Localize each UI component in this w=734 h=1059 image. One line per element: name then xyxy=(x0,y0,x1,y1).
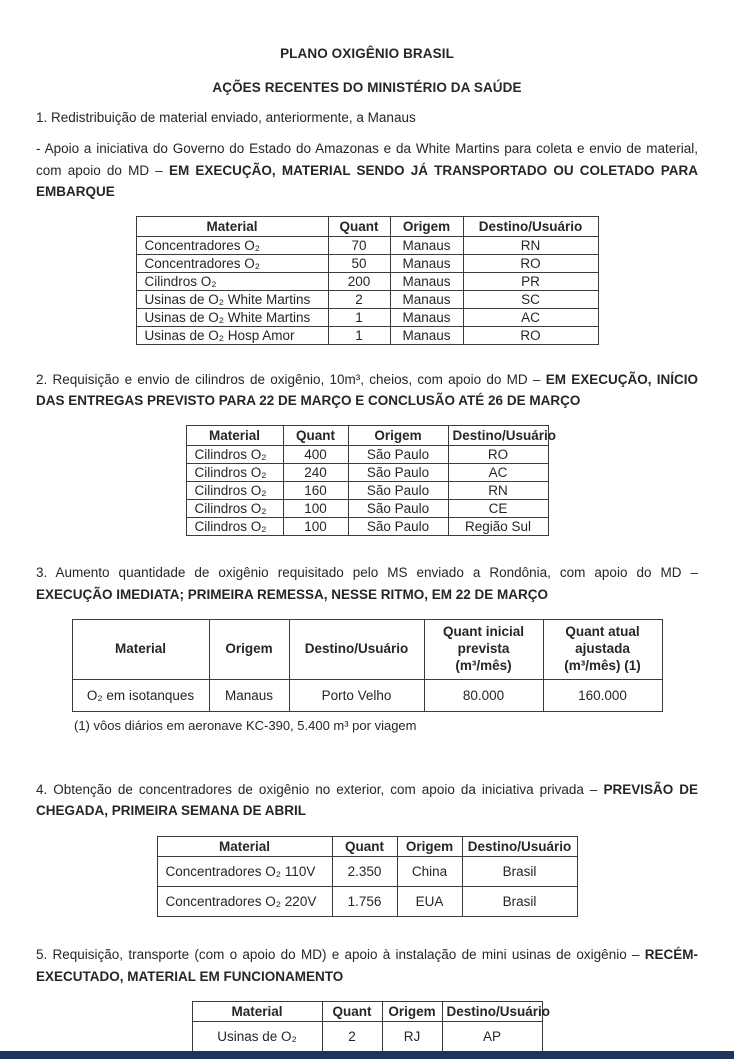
column-header: Destino/Usuário xyxy=(289,620,424,680)
section-3-paragraph-bold: EXECUÇÃO IMEDIATA; PRIMEIRA REMESSA, NESSE RITMO, EM 22 DE MARÇO xyxy=(36,586,549,602)
section-1-paragraph-lead: - Apoio a iniciativa do Governo do Estado do Amazonas e da White Martins para coleta e envio de material, com apoio do MD – xyxy=(36,141,698,178)
table-cell: São Paulo xyxy=(348,517,448,535)
table-cell: 1 xyxy=(328,326,390,344)
section-2-paragraph-lead: 2. Requisição e envio de cilindros de oxigênio, 10m³, cheios, com apoio do MD – xyxy=(36,371,546,387)
table-cell: Usinas de O₂ Hosp Amor xyxy=(136,326,328,344)
table-cell: 2.350 xyxy=(332,856,397,886)
table-cell: 2 xyxy=(322,1022,382,1052)
column-header: Origem xyxy=(382,1002,442,1022)
column-header: Quant xyxy=(332,836,397,856)
column-header: Material xyxy=(192,1002,322,1022)
table-cell: AC xyxy=(463,308,598,326)
oxygen-increase-table xyxy=(72,619,663,712)
table-cell: Cilindros O₂ xyxy=(186,517,283,535)
table-cell: RO xyxy=(448,445,548,463)
column-header: Origem xyxy=(348,425,448,445)
table-cell: 240 xyxy=(283,463,348,481)
column-header: Quant xyxy=(283,425,348,445)
table-cell: São Paulo xyxy=(348,463,448,481)
table-cell: SC xyxy=(463,290,598,308)
bottom-bar xyxy=(0,1051,734,1059)
column-header: Material xyxy=(186,425,283,445)
section-1-heading: 1. Redistribuição de material enviado, anteriormente, a Manaus xyxy=(36,110,416,125)
table-row xyxy=(186,517,548,535)
section-5-paragraph-lead: 5. Requisição, transporte (com o apoio do MD) e apoio à instalação de mini usinas de oxigênio – xyxy=(36,946,645,962)
table-row xyxy=(186,499,548,517)
section-5-paragraph xyxy=(36,944,698,987)
table-cell: 160 xyxy=(283,481,348,499)
table-cell: Cilindros O₂ xyxy=(186,481,283,499)
column-header: Origem xyxy=(209,620,289,680)
table-header-row xyxy=(72,620,662,680)
table-cell: 100 xyxy=(283,499,348,517)
table-cell: RO xyxy=(463,254,598,272)
table-cell: Cilindros O₂ xyxy=(136,272,328,290)
column-header: Quant atual ajustada (m³/mês) (1) xyxy=(543,620,662,680)
section-4-paragraph-bold: PREVISÃO DE CHEGADA, PRIMEIRA SEMANA DE ABRIL xyxy=(36,781,698,819)
section-3 xyxy=(36,562,698,733)
table-cell: 2 xyxy=(328,290,390,308)
table-header-row xyxy=(186,425,548,445)
table-row xyxy=(157,856,577,886)
table-row xyxy=(136,290,598,308)
table-row xyxy=(186,481,548,499)
table-cell: EUA xyxy=(397,886,462,916)
table-header-row xyxy=(192,1002,542,1022)
table-cell: Brasil xyxy=(462,856,577,886)
table-cell: AP xyxy=(442,1022,542,1052)
table-cell: Brasil xyxy=(462,886,577,916)
table-row xyxy=(136,272,598,290)
table-row xyxy=(157,886,577,916)
column-header: Destino/Usuário xyxy=(448,425,548,445)
table-cell: RN xyxy=(463,236,598,254)
table-cell: RO xyxy=(463,326,598,344)
section-1 xyxy=(36,110,698,345)
table-cell: Manaus xyxy=(390,326,463,344)
table-cell: Cilindros O₂ xyxy=(186,463,283,481)
table-cell: Manaus xyxy=(209,679,289,711)
table-row xyxy=(72,679,662,711)
table-row xyxy=(136,236,598,254)
section-1-paragraph-bold: EM EXECUÇÃO, MATERIAL SENDO JÁ TRANSPORTADO OU COLETADO PARA EMBARQUE xyxy=(36,162,698,200)
table-cell: São Paulo xyxy=(348,481,448,499)
mini-plants-table xyxy=(192,1001,551,1052)
section-4-paragraph xyxy=(36,779,698,822)
table-cell: 80.000 xyxy=(424,679,543,711)
section-2-paragraph xyxy=(36,369,698,412)
table-row xyxy=(186,463,548,481)
table-row xyxy=(136,308,598,326)
section-2-paragraph-bold: EM EXECUÇÃO, INÍCIO DAS ENTREGAS PREVISTO PARA 22 DE MARÇO E CONCLUSÃO ATÉ 26 DE MARÇO xyxy=(36,371,699,409)
column-header: Quant xyxy=(322,1002,382,1022)
table-cell: CE xyxy=(448,499,548,517)
table-cell: Usinas de O₂ White Martins xyxy=(136,308,328,326)
table-header-row xyxy=(136,216,598,236)
table-row xyxy=(136,326,598,344)
table-cell: 100 xyxy=(283,517,348,535)
table-cell: São Paulo xyxy=(348,445,448,463)
column-header: Material xyxy=(157,836,332,856)
section-3-paragraph xyxy=(36,562,698,605)
page-subtitle: AÇÕES RECENTES DO MINISTÉRIO DA SAÚDE xyxy=(212,80,522,95)
table-cell: Usinas de O₂ xyxy=(192,1022,322,1052)
section-3-paragraph-lead: 3. Aumento quantidade de oxigênio requisitado pelo MS enviado a Rondônia, com apoio do MD – xyxy=(36,564,698,580)
section-1-paragraph xyxy=(36,138,698,203)
table-cell: China xyxy=(397,856,462,886)
column-header: Destino/Usuário xyxy=(462,836,577,856)
section-5-paragraph-bold: RECÉM-EXECUTADO, MATERIAL EM FUNCIONAMENTO xyxy=(36,946,698,984)
table-cell: Concentradores O₂ 110V xyxy=(157,856,332,886)
table-cell: Manaus xyxy=(390,272,463,290)
column-header: Destino/Usuário xyxy=(442,1002,542,1022)
table-cell: Cilindros O₂ xyxy=(186,499,283,517)
section-5 xyxy=(36,944,698,1052)
table-cell: 400 xyxy=(283,445,348,463)
column-header: Origem xyxy=(397,836,462,856)
redistribution-table xyxy=(136,216,599,345)
concentrators-import-table xyxy=(157,836,578,917)
column-header: Quant inicial prevista (m³/mês) xyxy=(424,620,543,680)
table-cell: Concentradores O₂ xyxy=(136,254,328,272)
table-cell: Manaus xyxy=(390,236,463,254)
table-footnote: (1) vôos diários em aeronave KC-390, 5.400 m³ por viagem xyxy=(74,717,417,733)
table-cell: Cilindros O₂ xyxy=(186,445,283,463)
cylinders-table xyxy=(186,425,557,536)
section-2 xyxy=(36,369,698,536)
table-cell: RJ xyxy=(382,1022,442,1052)
section-4 xyxy=(36,779,698,917)
table-row xyxy=(136,254,598,272)
table-cell: RN xyxy=(448,481,548,499)
table-row xyxy=(186,445,548,463)
table-cell: O₂ em isotanques xyxy=(72,679,209,711)
table-cell: Manaus xyxy=(390,290,463,308)
table-cell: Porto Velho xyxy=(289,679,424,711)
table-cell: Manaus xyxy=(390,308,463,326)
table-cell: 1 xyxy=(328,308,390,326)
table-cell: 50 xyxy=(328,254,390,272)
page-title: PLANO OXIGÊNIO BRASIL xyxy=(280,46,454,61)
table-header-row xyxy=(157,836,577,856)
table-cell: Concentradores O₂ xyxy=(136,236,328,254)
table-cell: 1.756 xyxy=(332,886,397,916)
table-cell: 160.000 xyxy=(543,679,662,711)
table-cell: São Paulo xyxy=(348,499,448,517)
section-4-paragraph-lead: 4. Obtenção de concentradores de oxigênio no exterior, com apoio da iniciativa privada – xyxy=(36,781,604,797)
column-header: Material xyxy=(136,216,328,236)
column-header: Origem xyxy=(390,216,463,236)
table-cell: Usinas de O₂ White Martins xyxy=(136,290,328,308)
table-cell: 200 xyxy=(328,272,390,290)
table-cell: PR xyxy=(463,272,598,290)
table-cell: AC xyxy=(448,463,548,481)
column-header: Destino/Usuário xyxy=(463,216,598,236)
table-cell: Concentradores O₂ 220V xyxy=(157,886,332,916)
column-header: Material xyxy=(72,620,209,680)
table-cell: Região Sul xyxy=(448,517,548,535)
table-row xyxy=(192,1022,542,1052)
column-header: Quant xyxy=(328,216,390,236)
table-cell: 70 xyxy=(328,236,390,254)
table-cell: Manaus xyxy=(390,254,463,272)
